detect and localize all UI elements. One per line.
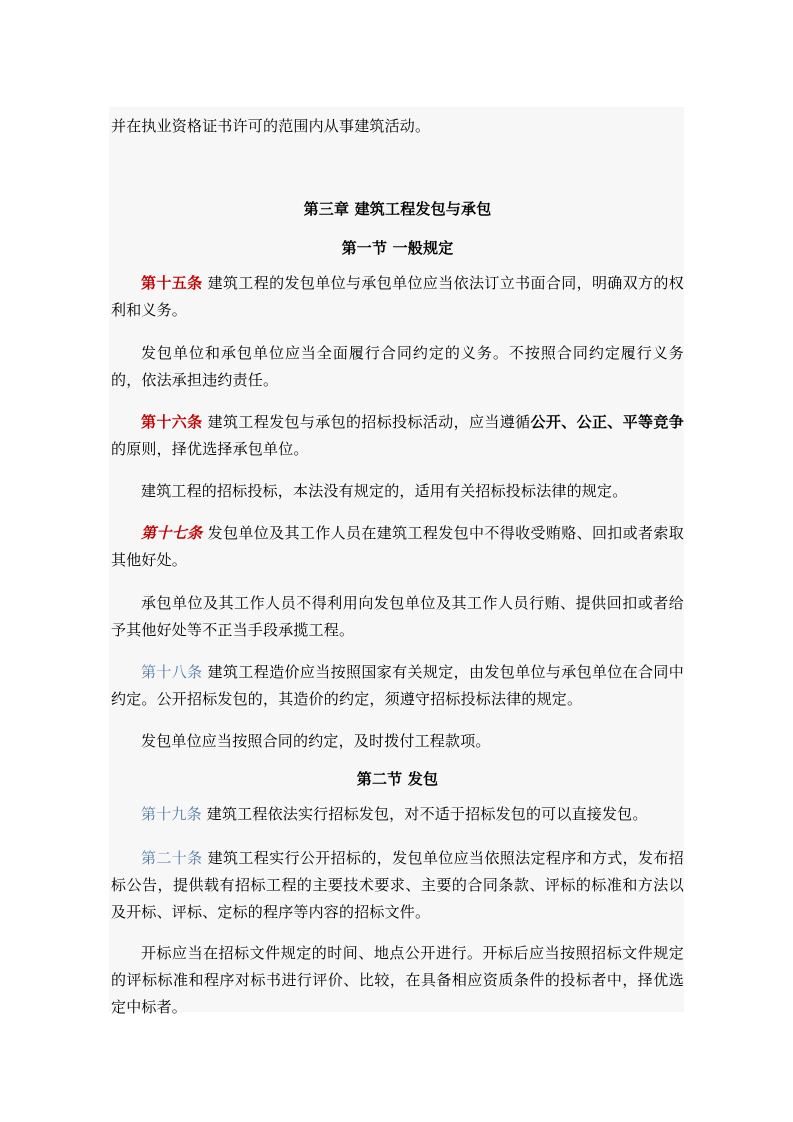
article-15 [111, 270, 684, 324]
article-15-text: 建筑工程的发包单位与承包单位应当依法订立书面合同，明确双方的权利和义务。 [111, 274, 684, 319]
article-17-label: 第十七条 [141, 524, 203, 542]
paragraph-text: 发包单位应当按照合同的约定，及时拨付工程款项。 [141, 732, 491, 750]
article-16-text-a: 建筑工程发包与承包的招标投标活动，应当遵循 [202, 413, 531, 431]
article-15-label: 第十五条 [141, 274, 203, 292]
article-19 [111, 801, 684, 828]
article-20 [111, 845, 684, 926]
paragraph-text: 开标应当在招标文件规定的时间、地点公开进行。开标后应当按照招标文件规定的评标标准和程序对标书进行评价、比较，在具备相应资质条件的投标者中，择优选定中标者。 [111, 944, 684, 1016]
article-19-label: 第十九条 [141, 805, 202, 823]
paragraph-text: 建筑工程的招标投标，本法没有规定的，适用有关招标投标法律的规定。 [141, 482, 628, 500]
section-title-text: 第一节 一般规定 [341, 239, 454, 257]
article-18-text: 建筑工程造价应当按照国家有关规定，由发包单位与承包单位在合同中约定。公开招标发包的，其造价的约定，须遵守招标投标法律的规定。 [111, 663, 684, 708]
paragraph-text: 发包单位和承包单位应当全面履行合同约定的义务。不按照合同约定履行义务的，依法承担违约责任。 [111, 344, 684, 389]
article-20-text: 建筑工程实行公开招标的，发包单位应当依照法定程序和方式，发布招标公告，提供载有招标工程的主要技术要求、主要的合同条款、评标的标准和方法以及开标、评标、定标的程序等内容的招标文件。 [111, 849, 684, 921]
article-16 [111, 409, 684, 463]
article-19-text: 建筑工程依法实行招标发包，对不适于招标发包的可以直接发包。 [201, 805, 648, 823]
article-20-paragraph-2 [111, 940, 684, 1021]
article-16-label: 第十六条 [141, 413, 203, 431]
paragraph-text: 并在执业资格证书许可的范围内从事建筑活动。 [111, 117, 431, 135]
article-20-label: 第二十条 [141, 849, 203, 867]
article-15-paragraph-2 [111, 340, 684, 394]
section-title-text: 第二节 发包 [356, 770, 439, 788]
chapter-title-text: 第三章 建筑工程发包与承包 [303, 200, 492, 218]
section-title-general [111, 235, 684, 262]
article-17 [111, 520, 684, 574]
article-18-paragraph-2 [111, 728, 684, 755]
article-17-paragraph-2 [111, 590, 684, 644]
article-18 [111, 659, 684, 713]
paragraph-text: 承包单位及其工作人员不得利用向发包单位及其工作人员行贿、提供回扣或者给予其他好处等不正当手段承揽工程。 [111, 594, 684, 639]
article-16-bold-principle: 公开、公正、平等竞争 [530, 413, 684, 431]
article-17-text: 发包单位及其工作人员在建筑工程发包中不得收受贿赂、回扣或者索取其他好处。 [111, 524, 684, 569]
article-16-text-b: 的原则，择优选择承包单位。 [111, 440, 309, 458]
article-18-label: 第十八条 [141, 663, 203, 681]
paragraph-continuation [111, 113, 684, 140]
section-title-contracting [111, 766, 684, 793]
chapter-title [111, 196, 684, 223]
article-16-paragraph-2 [111, 478, 684, 505]
